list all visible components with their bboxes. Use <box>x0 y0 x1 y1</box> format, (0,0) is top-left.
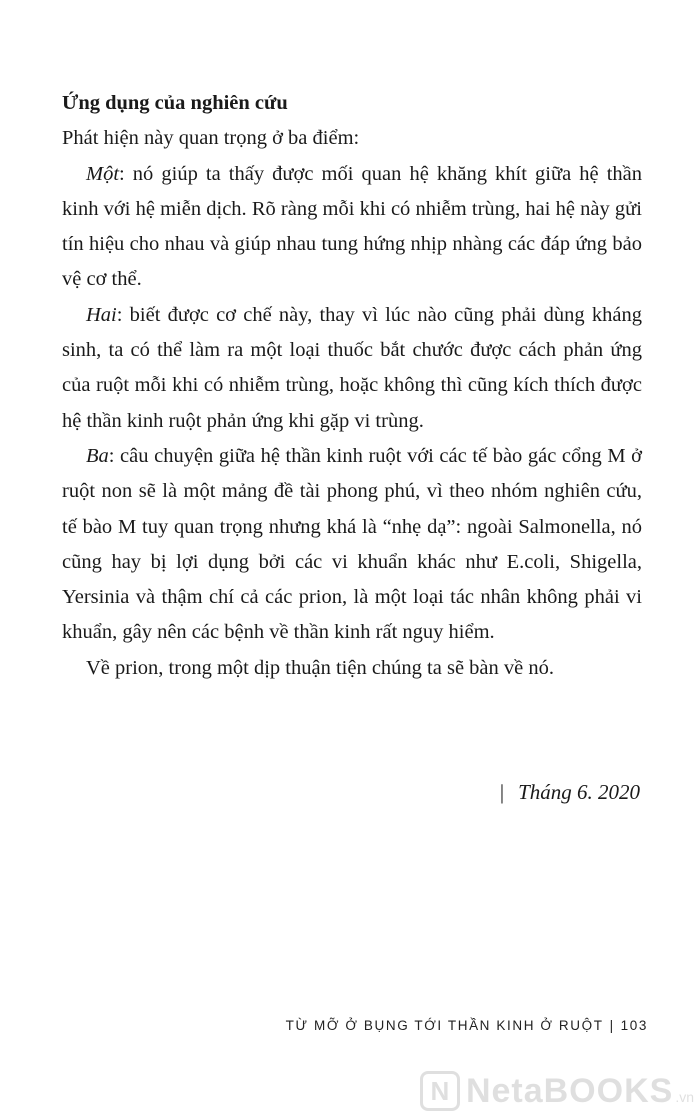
footer-separator: | <box>609 1018 615 1033</box>
point-label: Hai <box>86 303 117 326</box>
point-text: : biết được cơ chế này, thay vì lúc nào cũng phải dùng kháng sinh, ta có thể làm ra một loại thuốc bắt chước được cách phản ứng của ruột mỗi khi có nhiễm trùng, hoặc không thì cũng kích thích được hệ thần kinh ruột phản ứng khi gặp vi trùng. <box>62 303 642 432</box>
closing-paragraph: Về prion, trong một dịp thuận tiện chúng ta sẽ bàn về nó. <box>86 656 554 679</box>
page-number: 103 <box>620 1018 648 1033</box>
signoff-bar: | <box>499 780 505 804</box>
signoff-date: Tháng 6. 2020 <box>518 780 640 804</box>
watermark <box>420 1071 694 1111</box>
date-signoff <box>500 777 640 807</box>
point-label: Một <box>86 162 120 185</box>
watermark-text: NetaBOOKS <box>465 1071 674 1110</box>
point-text: : nó giúp ta thấy được mối quan hệ khăng khít giữa hệ thần kinh với hệ miễn dịch. Rõ ràng mỗi khi có nhiễm trùng, hai hệ này gửi tín hiệu cho nhau và giúp nhau tung hứng nhịp nhàng các đáp ứng bảo vệ cơ thể. <box>62 162 642 291</box>
watermark-suffix: .vn <box>675 1089 694 1105</box>
point-text: : câu chuyện giữa hệ thần kinh ruột với các tế bào gác cổng M ở ruột non sẽ là một mảng đề tài phong phú, vì theo nhóm nghiên cứu, tế bào M tuy quan trọng nhưng khá là “nhẹ dạ”: ngoài Salmonella, nó cũng hay bị lợi dụng bởi các vi khuẩn khác như E.coli, Shigella, Yersinia và thậm chí cả các prion, là một loại tác nhân không phải vi khuẩn, gây nên các bệnh về thần kinh rất nguy hiểm. <box>62 444 642 644</box>
point-paragraph-1 <box>62 157 642 298</box>
running-title: TỪ MỠ Ở BỤNG TỚI THẦN KINH Ở RUỘT <box>285 1018 604 1033</box>
section-heading: Ứng dụng của nghiên cứu <box>62 92 288 114</box>
point-label: Ba <box>86 444 109 467</box>
page-content <box>62 86 642 686</box>
page-footer <box>286 1016 648 1036</box>
point-paragraph-2 <box>62 298 642 439</box>
watermark-logo-icon: N <box>420 1071 460 1111</box>
intro-line: Phát hiện này quan trọng ở ba điểm: <box>62 127 360 150</box>
point-paragraph-3 <box>62 439 642 651</box>
